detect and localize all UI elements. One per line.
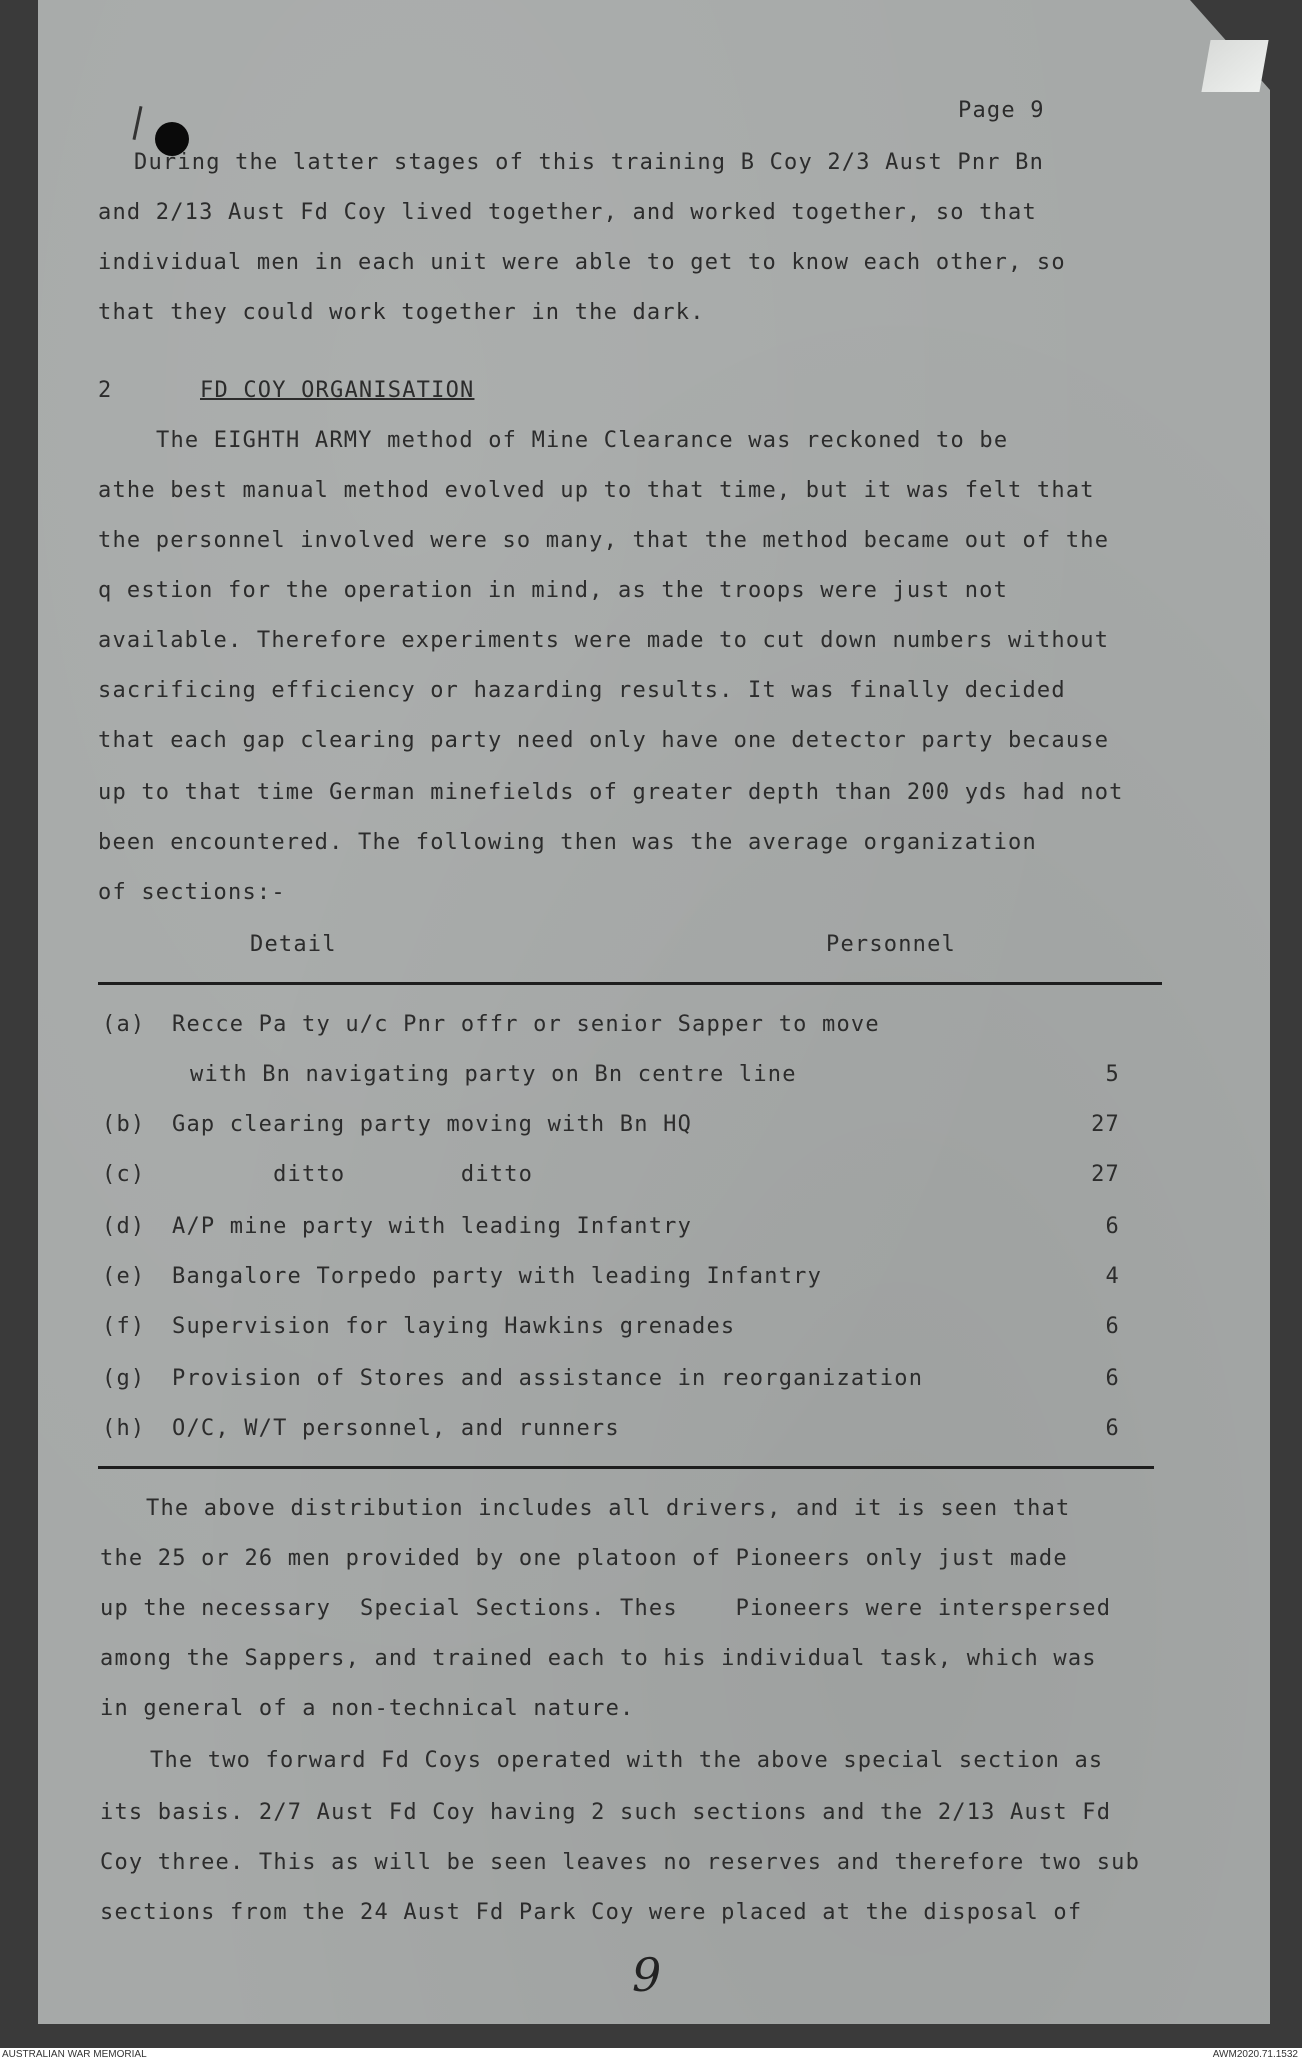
table-bottom-rule (98, 1466, 1154, 1469)
table-row-text: A/P mine party with leading Infantry (172, 1214, 693, 1239)
para1-line-8: up to that time German minefields of greater depth than 200 yds had not (98, 780, 1124, 805)
para1-line-7: that each gap clearing party need only have one detector party because (98, 728, 1110, 753)
para1-line-2: athe best manual method evolved up to that time, but it was felt that (98, 478, 1095, 503)
table-row-value: 6 (1105, 1214, 1120, 1239)
table-row-text: ditto ditto (172, 1162, 534, 1187)
para3-line-4: sections from the 24 Aust Fd Park Coy were placed at the disposal of (100, 1900, 1083, 1925)
para1-line-4: q estion for the operation in mind, as the troops were just not (98, 578, 1009, 603)
table-row-value: 5 (1105, 1062, 1120, 1087)
para1-line-9: been encountered. The following then was the average organization (98, 830, 1037, 855)
para2-line-2: the 25 or 26 men provided by one platoon of Pioneers only just made (100, 1546, 1068, 1571)
table-row-value: 6 (1105, 1366, 1120, 1391)
para1-line-5: available. Therefore experiments were made to cut down numbers without (98, 628, 1110, 653)
table-row-text: Supervision for laying Hawkins grenades (172, 1314, 736, 1339)
table-top-rule (98, 982, 1162, 985)
footer-accession-number: AWM2020.71.1532 (1212, 2049, 1298, 2060)
intro-line-3: individual men in each unit were able to get to know each other, so (98, 250, 1066, 275)
table-header-detail: Detail (250, 932, 337, 957)
table-row-value: 27 (1091, 1162, 1120, 1187)
table-row-text: with Bn navigating party on Bn centre line (190, 1062, 797, 1087)
table-row-text: Provision of Stores and assistance in reorganization (172, 1366, 924, 1391)
intro-line-1: During the latter stages of this training B Coy 2/3 Aust Pnr Bn (134, 150, 1045, 175)
table-row-letter: (d) (102, 1214, 146, 1239)
table-row-letter: (g) (102, 1366, 146, 1391)
table-row-letter: (a) (102, 1012, 146, 1037)
handwritten-page-number: 9 (632, 1948, 662, 2002)
table-row-value: 27 (1091, 1112, 1120, 1137)
para2-line-1: The above distribution includes all drivers, and it is seen that (146, 1496, 1071, 1521)
table-row-letter: (c) (102, 1162, 146, 1187)
page-label: Page 9 (958, 98, 1045, 123)
section-number: 2 (98, 378, 113, 403)
table-row-letter: (b) (102, 1112, 146, 1137)
table-row-text: Recce Pa ty u/c Pnr offr or senior Sapper to move (172, 1012, 880, 1037)
table-row-letter: (e) (102, 1264, 146, 1289)
table-row-letter: (h) (102, 1416, 146, 1441)
section-heading: FD COY ORGANISATION (200, 378, 475, 403)
footer-archive-name: AUSTRALIAN WAR MEMORIAL (2, 2049, 147, 2060)
table-row-value: 4 (1105, 1264, 1120, 1289)
para3-line-3: Coy three. This as will be seen leaves no reserves and therefore two sub (100, 1850, 1141, 1875)
para1-line-6: sacrificing efficiency or hazarding results. It was finally decided (98, 678, 1066, 703)
intro-line-4: that they could work together in the dark. (98, 300, 705, 325)
table-row-text: Gap clearing party moving with Bn HQ (172, 1112, 693, 1137)
intro-line-2: and 2/13 Aust Fd Coy lived together, and worked together, so that (98, 200, 1037, 225)
para1-line-10: of sections:- (98, 880, 286, 905)
table-row-value: 6 (1105, 1314, 1120, 1339)
para2-line-3: up the necessary Special Sections. Thes Pioneers were interspersed (100, 1596, 1112, 1621)
para3-line-1: The two forward Fd Coys operated with the above special section as (150, 1748, 1104, 1773)
table-row-text: O/C, W/T personnel, and runners (172, 1416, 620, 1441)
table-row-value: 6 (1105, 1416, 1120, 1441)
table-row-letter: (f) (102, 1314, 146, 1339)
folded-corner (1201, 40, 1268, 92)
table-row-text: Bangalore Torpedo party with leading Infantry (172, 1264, 823, 1289)
table-header-personnel: Personnel (826, 932, 957, 957)
para3-line-2: its basis. 2/7 Aust Fd Coy having 2 such sections and the 2/13 Aust Fd (100, 1800, 1112, 1825)
para1-line-3: the personnel involved were so many, that the method became out of the (98, 528, 1110, 553)
para2-line-5: in general of a non-technical nature. (100, 1696, 635, 1721)
para1-line-1: The EIGHTH ARMY method of Mine Clearance was reckoned to be (156, 428, 1009, 453)
para2-line-4: among the Sappers, and trained each to his individual task, which was (100, 1646, 1097, 1671)
